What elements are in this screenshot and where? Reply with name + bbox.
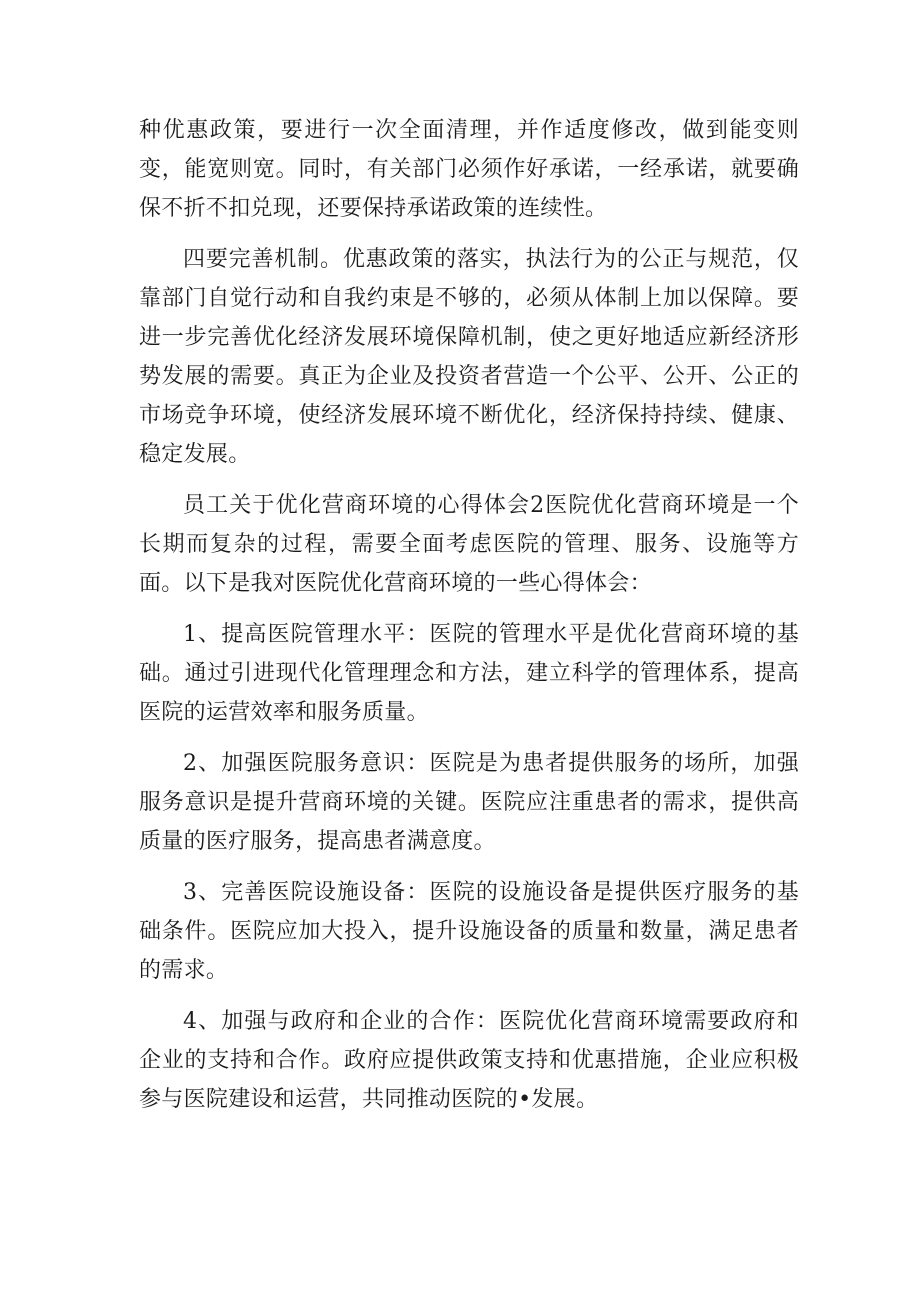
paragraph-point-3-facilities: 3、完善医院设施设备：医院的设施设备是提供医疗服务的基础条件。医院应加大投入，提升设施设备的质量和数量，满足患者的需求。 (139, 880, 799, 983)
paragraph-improve-mechanism: 四要完善机制。优惠政策的落实，执法行为的公正与规范，仅靠部门自觉行动和自我约束是不够的，必须从体制上加以保障。要进一步完善优化经济发展环境保障机制，使之更好地适应新经济形势发展的需要。真正为企业及投资者营造一个公平、公开、公正的市场竞争环境，使经济发展环境不断优化，经济保持持续、健康、稳定发展。 (139, 247, 799, 467)
paragraph-policy-cleanup: 种优惠政策，要进行一次全面清理，并作适度修改，做到能变则变，能宽则宽。同时，有关部门必须作好承诺，一经承诺，就要确保不折不扣兑现，还要保持承诺政策的连续性。 (139, 118, 799, 221)
paragraph-hospital-intro: 员工关于优化营商环境的心得体会2医院优化营商环境是一个长期而复杂的过程，需要全面考虑医院的管理、服务、设施等方面。以下是我对医院优化营商环境的一些心得体会： (139, 493, 799, 596)
document-body (139, 111, 799, 1131)
paragraph-point-1-management: 1、提高医院管理水平：医院的管理水平是优化营商环境的基础。通过引进现代化管理理念和方法，建立科学的管理体系，提高医院的运营效率和服务质量。 (139, 622, 799, 725)
paragraph-point-2-service: 2、加强医院服务意识：医院是为患者提供服务的场所，加强服务意识是提升营商环境的关键。医院应注重患者的需求，提供高质量的医疗服务，提高患者满意度。 (139, 751, 799, 854)
paragraph-point-4-cooperation: 4、加强与政府和企业的合作：医院优化营商环境需要政府和企业的支持和合作。政府应提供政策支持和优惠措施，企业应积极参与医院建设和运营，共同推动医院的•发展。 (139, 1009, 799, 1112)
